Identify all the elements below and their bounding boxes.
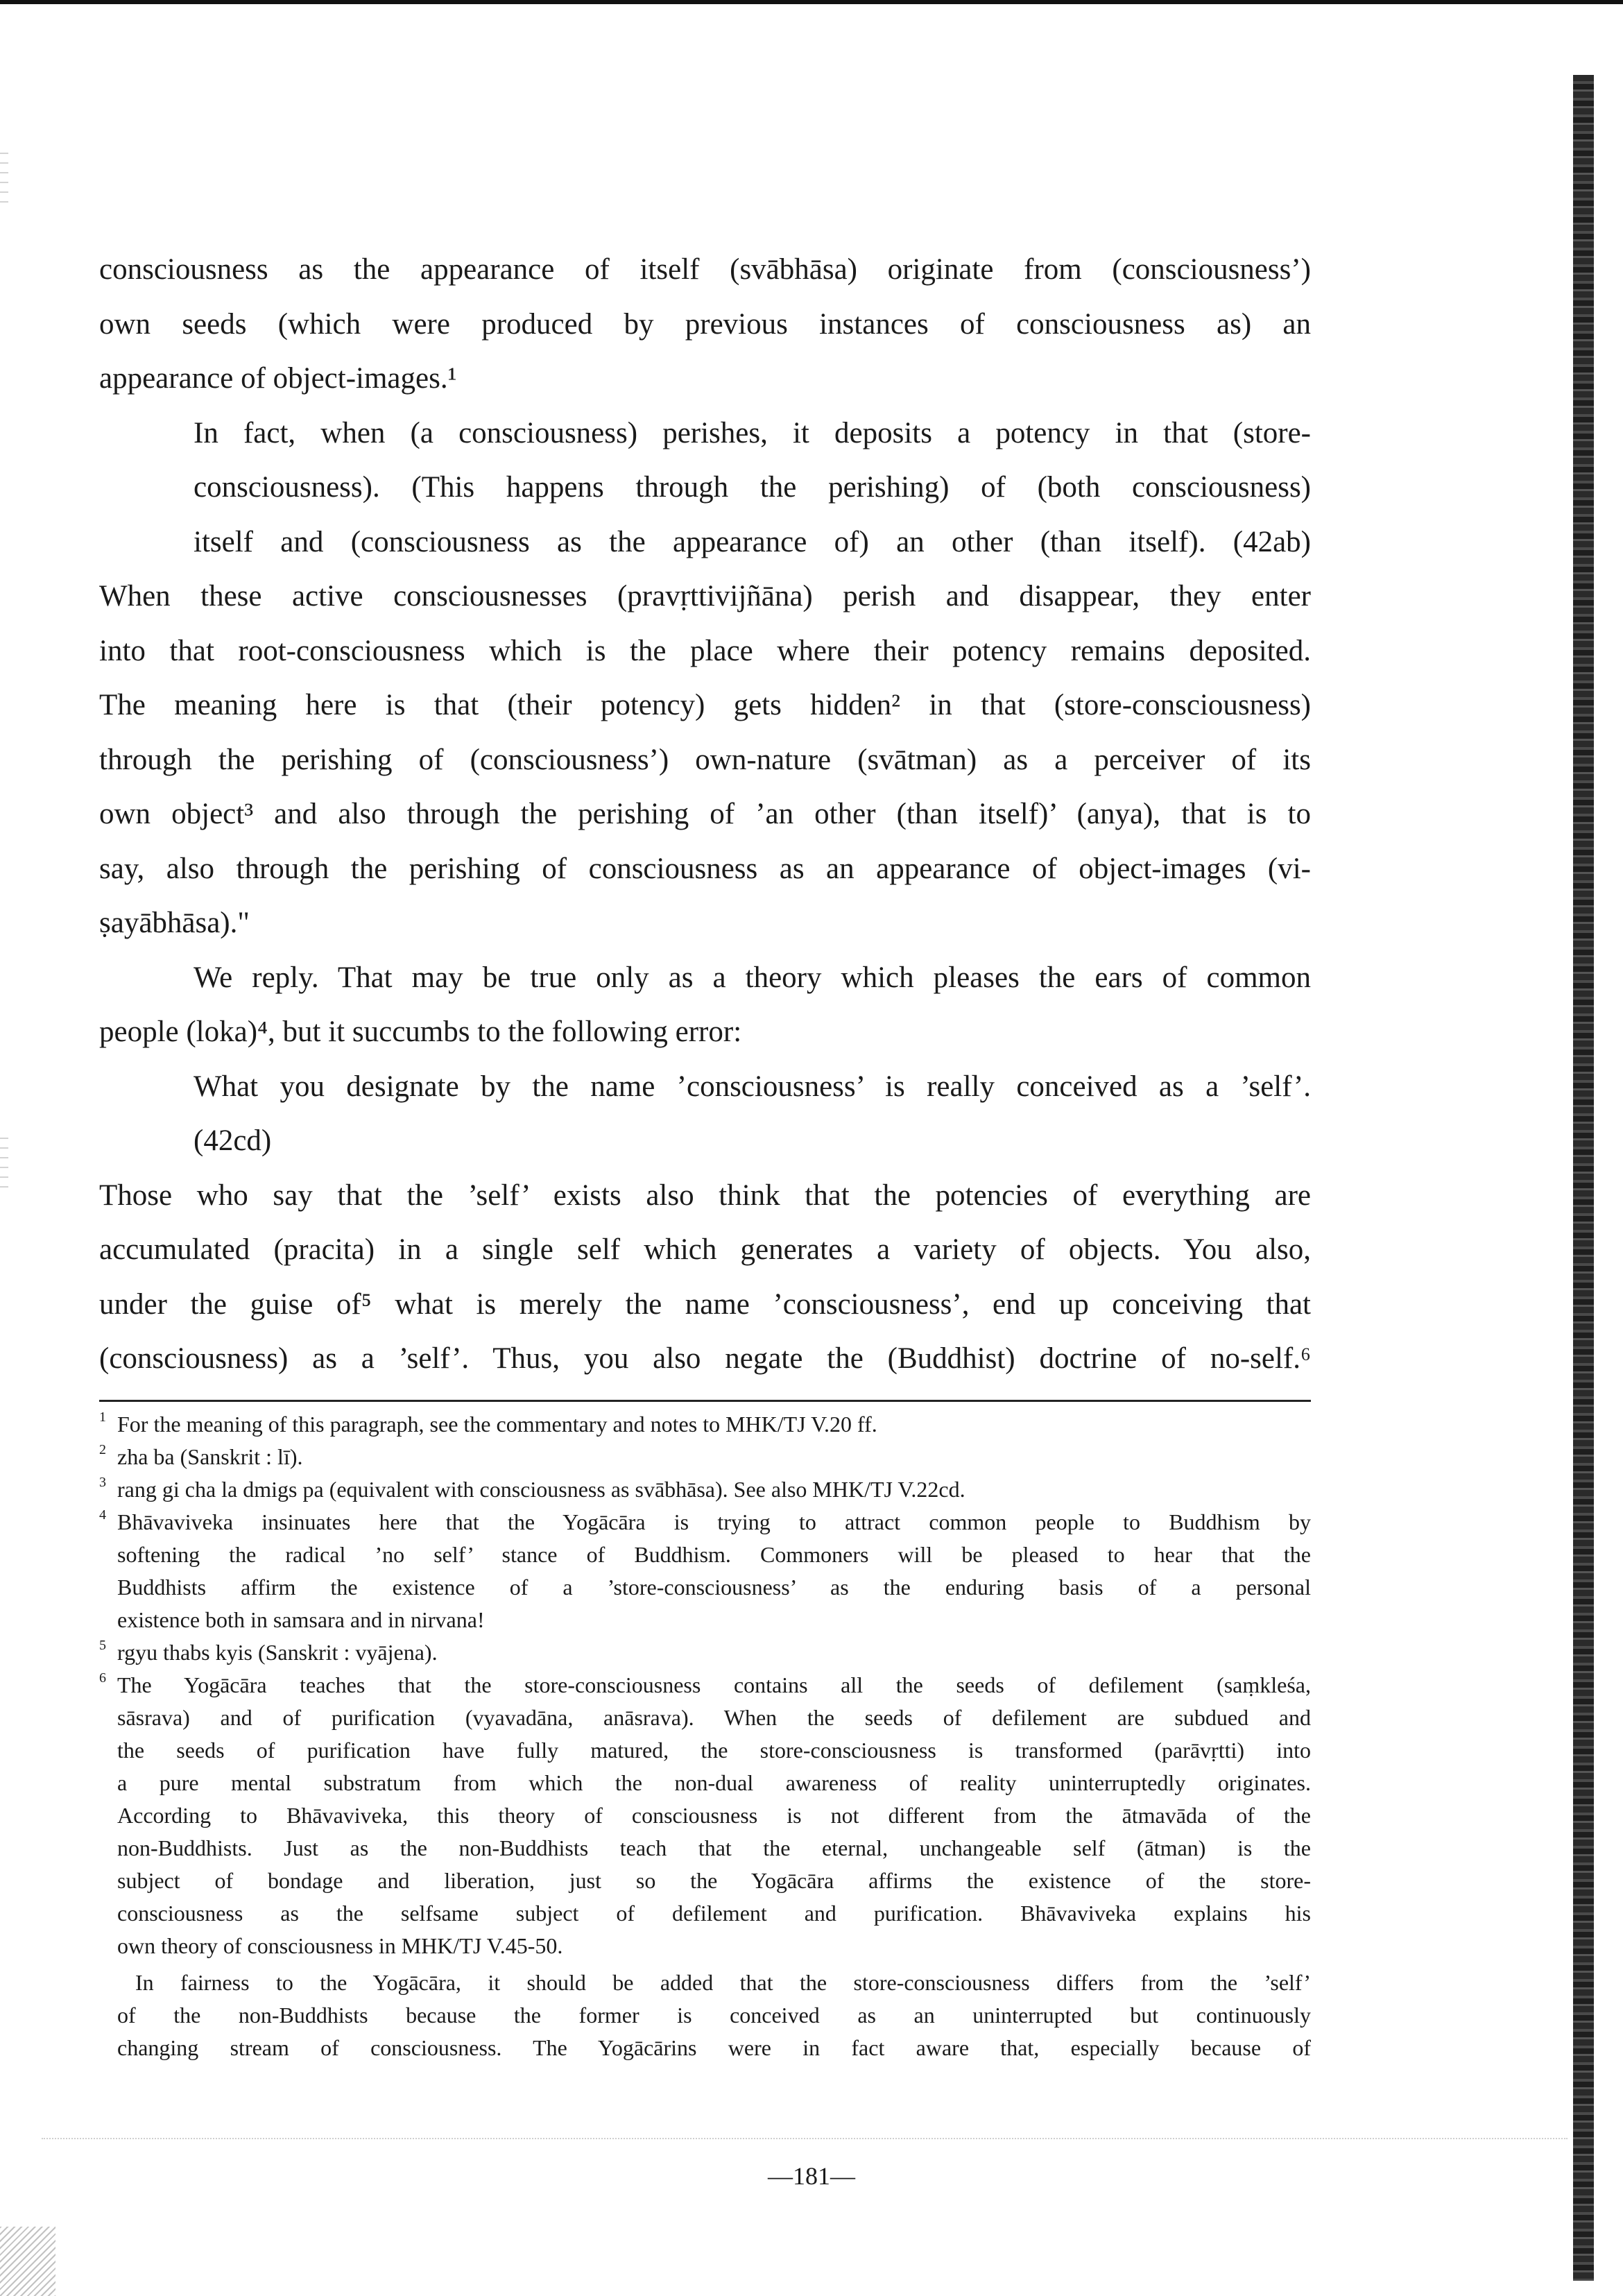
footnote-marker: 2: [99, 1442, 106, 1457]
footnote-line: own theory of consciousness in MHK/TJ V.45-50.: [117, 1933, 563, 1958]
text-line: In fact, when (a consciousness) perishes, it deposits a potency in that (store-: [194, 416, 1311, 449]
footnote-marker: 6: [99, 1670, 106, 1686]
footnote-marker: 5: [99, 1638, 106, 1653]
footnote-line: rang gi cha la dmigs pa (equivalent with consciousness as svābhāsa). See also MHK/TJ V.22cd.: [117, 1477, 965, 1502]
paragraph-1: [99, 243, 1311, 406]
footnote-line: According to Bhāvaviveka, this theory of consciousness is not different from the ātmavāda of the: [117, 1803, 1311, 1828]
text-line: under the guise of⁵ what is merely the name ’consciousness’, end up conceiving that: [99, 1287, 1311, 1321]
footnote-line: of the non-Buddhists because the former is conceived as an uninterrupted but continuously: [117, 2003, 1311, 2028]
text-line: own object³ and also through the perishing of ’an other (than itself)’ (anya), that is to: [99, 798, 1311, 830]
footnote-line: non-Buddhists. Just as the non-Buddhists teach that the eternal, unchangeable self (ātman) is the: [117, 1835, 1311, 1860]
footnote-6-continuation: [99, 1967, 1311, 2064]
paragraph-3: [99, 951, 1311, 1060]
scan-dotted-line: [42, 2138, 1568, 2139]
footnote-marker: 1: [99, 1410, 106, 1425]
text-line: itself and (consciousness as the appearance of) an other (than itself). (42ab): [194, 525, 1311, 558]
text-line: accumulated (pracita) in a single self which generates a variety of objects. You also,: [99, 1233, 1311, 1266]
text-line: own seeds (which were produced by previous instances of consciousness as) an: [99, 307, 1311, 341]
text-line: say, also through the perishing of consciousness as an appearance of object-images (vi-: [99, 852, 1311, 885]
paragraph-2: [99, 569, 1311, 951]
footnote-line: subject of bondage and liberation, just so the Yogācāra affirms the existence of the store-: [117, 1868, 1311, 1893]
footnote-line: sāsrava) and of purification (vyavadāna, anāsrava). When the seeds of defilement are subdued and: [117, 1705, 1311, 1730]
verse-extract-42ab: [99, 406, 1311, 570]
page-number: —181—: [768, 2162, 855, 2190]
text-line: We reply. That may be true only as a theory which pleases the ears of common: [194, 961, 1311, 994]
footnote-5: [99, 1636, 1311, 1669]
footnote-line: softening the radical ’no self’ stance of Buddhism. Commoners will be pleased to hear that the: [117, 1542, 1311, 1567]
text-line: Those who say that the ’self’ exists also think that the potencies of everything are: [99, 1179, 1311, 1212]
footnote-marker: 4: [99, 1507, 106, 1523]
text-line: The meaning here is that (their potency) gets hidden² in that (store-consciousness): [99, 689, 1311, 721]
footnote-4: [99, 1506, 1311, 1636]
scan-edge-shadow: [1573, 75, 1594, 2281]
footnote-line: In fairness to the Yogācāra, it should be added that the store-consciousness differs from the ’self’: [135, 1970, 1311, 1995]
footnote-line: the seeds of purification have fully matured, the store-consciousness is transformed (parāvṛtti) into: [117, 1738, 1311, 1763]
text-line: into that root-consciousness which is the place where their potency remains deposited.: [99, 634, 1311, 667]
footnote-line: For the meaning of this paragraph, see the commentary and notes to MHK/TJ V.20 ff.: [117, 1412, 877, 1437]
footnote-2: [99, 1441, 1311, 1473]
text-line: people (loka)⁴, but it succumbs to the following error:: [99, 1016, 742, 1048]
main-text: [99, 243, 1311, 1387]
top-border: [0, 0, 1623, 4]
footnote-line: The Yogācāra teaches that the store-consciousness contains all the seeds of defilement (saṃkleśa,: [117, 1672, 1311, 1697]
footnote-3: [99, 1473, 1311, 1506]
text-line: What you designate by the name ’consciousness’ is really conceived as a ’self’.: [194, 1070, 1311, 1103]
text-line: (consciousness) as a ’self’. Thus, you also negate the (Buddhist) doctrine of no-self.⁶: [99, 1342, 1311, 1375]
footnote-marker: 3: [99, 1475, 106, 1490]
text-line: consciousness as the appearance of itself (svābhāsa) originate from (consciousness’): [99, 253, 1311, 286]
footnote-6: [99, 1669, 1311, 1962]
verse-extract-42cd: [99, 1060, 1311, 1169]
paragraph-4: [99, 1169, 1311, 1387]
text-line: ṣayābhāsa).": [99, 907, 250, 939]
text-line: (42cd): [194, 1124, 272, 1157]
text-line: When these active consciousnesses (pravṛttivijñāna) perish and disappear, they enter: [99, 580, 1311, 612]
footnote-line: zha ba (Sanskrit : lī).: [117, 1444, 303, 1469]
footnote-rule: [99, 1400, 1311, 1402]
scan-speckle: [0, 2227, 55, 2296]
footnote-line: consciousness as the selfsame subject of defilement and purification. Bhāvaviveka explains his: [117, 1901, 1311, 1926]
scan-noise: [0, 153, 8, 208]
footnote-line: Buddhists affirm the existence of a ’store-consciousness’ as the enduring basis of a personal: [117, 1575, 1311, 1600]
footnote-line: Bhāvaviveka insinuates here that the Yogācāra is trying to attract common people to Buddhism by: [117, 1509, 1311, 1534]
footnote-line: a pure mental substratum from which the non-dual awareness of reality uninterruptedly originates.: [117, 1770, 1311, 1795]
scan-noise: [0, 1138, 8, 1193]
text-line: through the perishing of (consciousness’) own-nature (svātman) as a perceiver of its: [99, 743, 1311, 776]
footnote-1: [99, 1408, 1311, 1441]
footnote-line: changing stream of consciousness. The Yogācārins were in fact aware that, especially because of: [117, 2035, 1311, 2060]
footnotes: [99, 1408, 1311, 2064]
text-line: consciousness). (This happens through the perishing) of (both consciousness): [194, 471, 1311, 504]
footnote-line: existence both in samsara and in nirvana!: [117, 1607, 485, 1632]
text-line: appearance of object-images.¹: [99, 362, 457, 395]
footnote-line: rgyu thabs kyis (Sanskrit : vyājena).: [117, 1640, 438, 1665]
